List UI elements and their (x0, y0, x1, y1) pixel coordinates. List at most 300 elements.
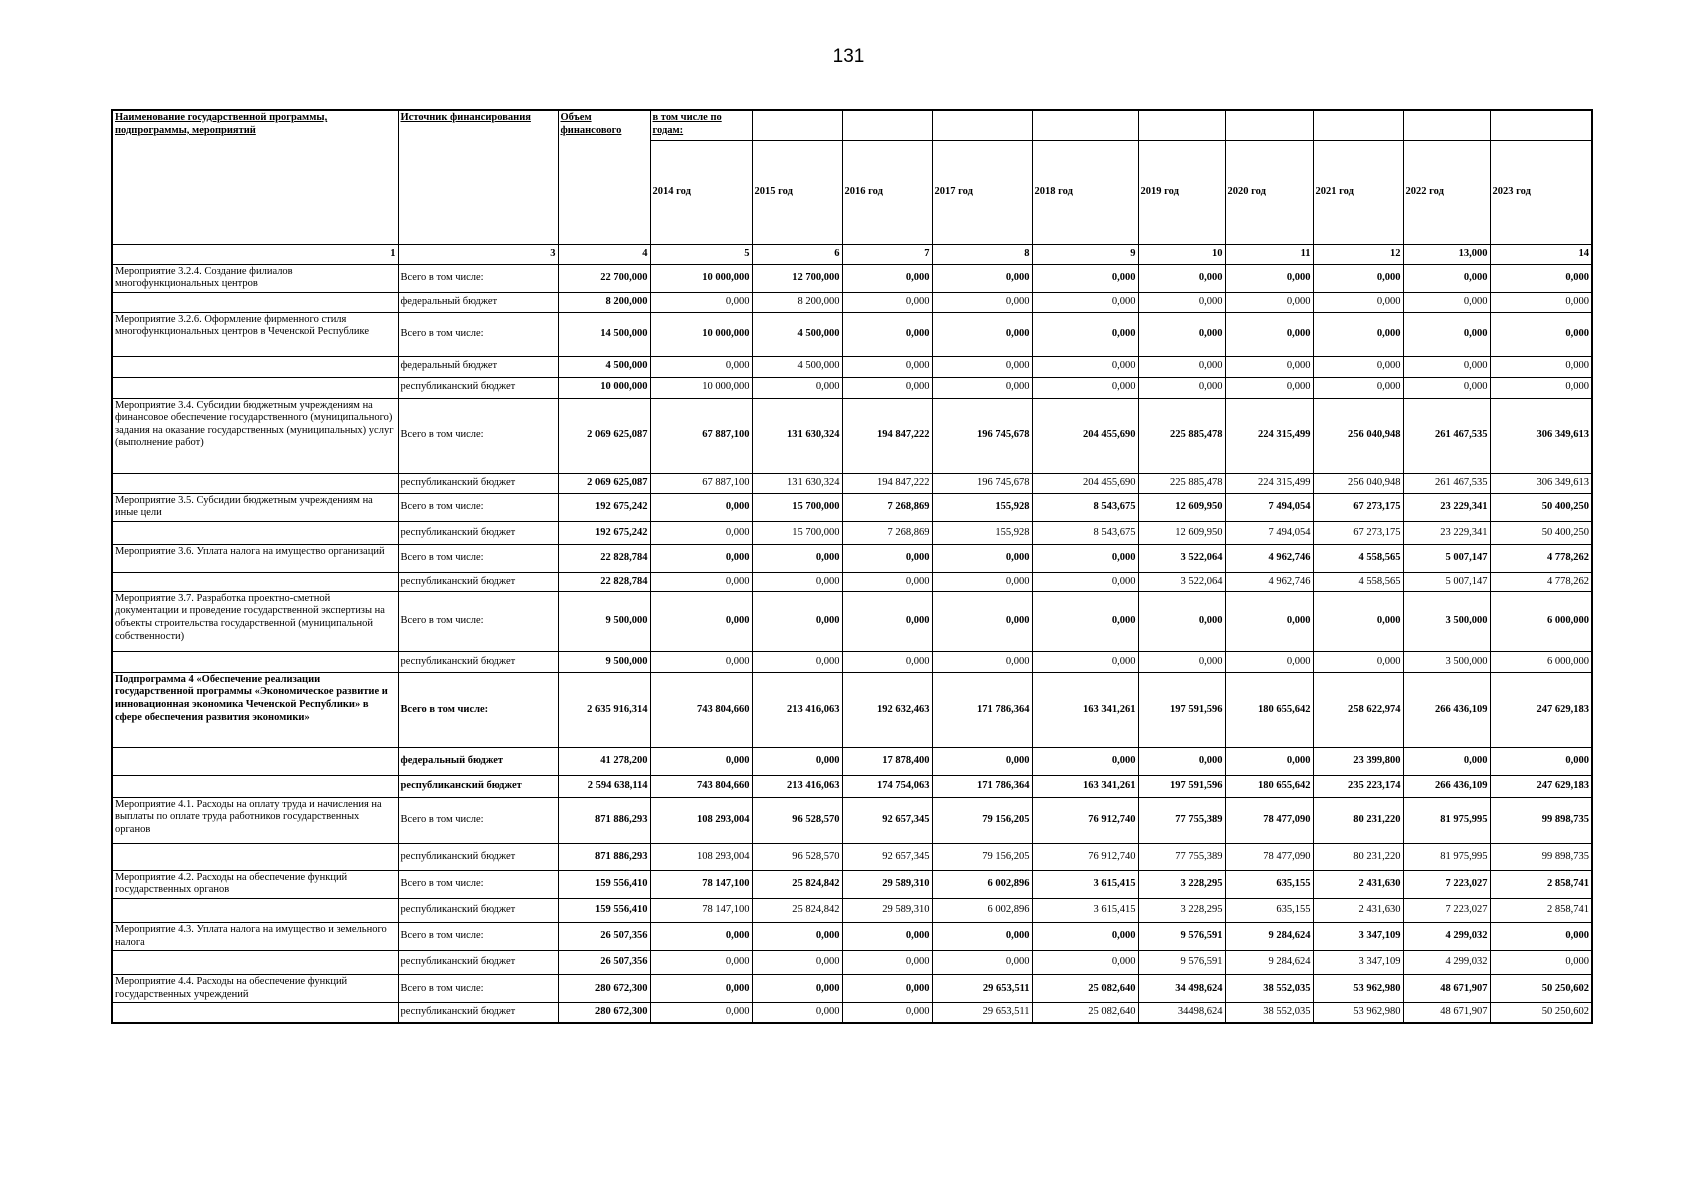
table-row (112, 544, 1592, 572)
row-name: Мероприятие 3.2.4. Создание филиалов многофункциональных центров (112, 264, 398, 292)
row-source: республиканский бюджет (398, 843, 558, 870)
column-number: 7 (842, 244, 932, 264)
table-row (112, 797, 1592, 843)
row-name (112, 651, 398, 672)
row-year-value: 99 898,735 (1490, 843, 1592, 870)
row-year-value: 0,000 (650, 591, 752, 651)
row-name: Мероприятие 3.6. Уплата налога на имущество организаций (112, 544, 398, 572)
row-source: республиканский бюджет (398, 473, 558, 493)
row-year-value: 67 273,175 (1313, 493, 1403, 521)
row-year-value: 0,000 (1225, 264, 1313, 292)
column-number: 1 (112, 244, 398, 264)
row-name (112, 951, 398, 975)
row-name (112, 356, 398, 377)
row-year-value: 7 223,027 (1403, 899, 1490, 923)
row-year-value: 3 228,295 (1138, 899, 1225, 923)
row-year-value: 0,000 (1403, 356, 1490, 377)
row-year-value: 0,000 (1032, 572, 1138, 591)
row-year-value: 0,000 (932, 923, 1032, 951)
header-by-years: в том числе по годам: (650, 110, 752, 140)
row-source: федеральный бюджет (398, 292, 558, 312)
row-year-value: 48 671,907 (1403, 975, 1490, 1003)
row-year-value: 225 885,478 (1138, 398, 1225, 473)
row-name: Мероприятие 4.4. Расходы на обеспечение функций государственных учреждений (112, 975, 398, 1003)
row-year-value: 196 745,678 (932, 398, 1032, 473)
row-year-value: 0,000 (650, 747, 752, 775)
row-year-value: 12 609,950 (1138, 493, 1225, 521)
row-source: республиканский бюджет (398, 899, 558, 923)
row-year-value: 80 231,220 (1313, 797, 1403, 843)
row-year-value: 7 268,869 (842, 521, 932, 544)
row-year-value: 155,928 (932, 521, 1032, 544)
row-year-value: 0,000 (650, 651, 752, 672)
row-year-value: 261 467,535 (1403, 473, 1490, 493)
row-total: 159 556,410 (558, 870, 650, 898)
row-year-value: 180 655,642 (1225, 775, 1313, 797)
row-source: Всего в том числе: (398, 975, 558, 1003)
row-year-value: 0,000 (842, 951, 932, 975)
row-year-value: 0,000 (752, 591, 842, 651)
row-total: 22 700,000 (558, 264, 650, 292)
row-name: Мероприятие 3.5. Субсидии бюджетным учреждениям на иные цели (112, 493, 398, 521)
row-year-value: 8 543,675 (1032, 521, 1138, 544)
row-year-value: 0,000 (1313, 377, 1403, 398)
row-year-value: 9 576,591 (1138, 951, 1225, 975)
column-number: 10 (1138, 244, 1225, 264)
row-source: Всего в том числе: (398, 870, 558, 898)
row-year-value: 15 700,000 (752, 521, 842, 544)
table-row (112, 843, 1592, 870)
row-year-value: 131 630,324 (752, 398, 842, 473)
column-number: 6 (752, 244, 842, 264)
row-year-value: 0,000 (932, 747, 1032, 775)
row-year-value: 0,000 (1225, 292, 1313, 312)
header-year: 2022 год (1403, 140, 1490, 244)
row-year-value: 0,000 (1032, 377, 1138, 398)
row-year-value: 53 962,980 (1313, 1003, 1403, 1023)
row-total: 14 500,000 (558, 312, 650, 356)
row-year-value: 0,000 (932, 356, 1032, 377)
row-name (112, 572, 398, 591)
row-year-value: 0,000 (1490, 292, 1592, 312)
row-year-value: 0,000 (1403, 264, 1490, 292)
row-year-value: 0,000 (752, 651, 842, 672)
row-source: Всего в том числе: (398, 672, 558, 747)
row-year-value: 0,000 (1138, 292, 1225, 312)
row-year-value: 0,000 (1138, 651, 1225, 672)
row-name (112, 521, 398, 544)
table-row (112, 651, 1592, 672)
row-year-value: 0,000 (842, 356, 932, 377)
row-year-value: 12 700,000 (752, 264, 842, 292)
row-year-value: 0,000 (1490, 923, 1592, 951)
row-year-value: 34 498,624 (1138, 975, 1225, 1003)
row-year-value: 4 778,262 (1490, 572, 1592, 591)
row-year-value: 77 755,389 (1138, 797, 1225, 843)
row-year-value: 10 000,000 (650, 377, 752, 398)
row-year-value: 0,000 (650, 572, 752, 591)
row-year-value: 0,000 (1138, 747, 1225, 775)
row-year-value: 0,000 (932, 264, 1032, 292)
row-year-value: 204 455,690 (1032, 398, 1138, 473)
row-year-value: 266 436,109 (1403, 672, 1490, 747)
row-total: 2 594 638,114 (558, 775, 650, 797)
row-year-value: 3 347,109 (1313, 923, 1403, 951)
row-year-value: 196 745,678 (932, 473, 1032, 493)
table-row (112, 572, 1592, 591)
row-year-value: 0,000 (650, 292, 752, 312)
row-year-value: 4 500,000 (752, 312, 842, 356)
row-year-value: 3 228,295 (1138, 870, 1225, 898)
row-year-value: 50 250,602 (1490, 1003, 1592, 1023)
row-year-value: 0,000 (1225, 312, 1313, 356)
row-year-value: 9 576,591 (1138, 923, 1225, 951)
row-year-value: 0,000 (650, 1003, 752, 1023)
row-year-value: 0,000 (1032, 651, 1138, 672)
row-year-value: 0,000 (1403, 377, 1490, 398)
row-year-value: 635,155 (1225, 899, 1313, 923)
row-source: Всего в том числе: (398, 923, 558, 951)
row-year-value: 78 147,100 (650, 870, 752, 898)
table-row (112, 312, 1592, 356)
row-year-value: 174 754,063 (842, 775, 932, 797)
column-number: 13,000 (1403, 244, 1490, 264)
row-year-value: 4 299,032 (1403, 923, 1490, 951)
row-year-value: 3 522,064 (1138, 544, 1225, 572)
row-source: республиканский бюджет (398, 775, 558, 797)
row-year-value: 163 341,261 (1032, 672, 1138, 747)
row-source: Всего в том числе: (398, 797, 558, 843)
table-row (112, 356, 1592, 377)
table-row (112, 951, 1592, 975)
row-year-value: 77 755,389 (1138, 843, 1225, 870)
column-number: 8 (932, 244, 1032, 264)
column-numbers-row (112, 244, 1592, 264)
row-name: Мероприятие 4.2. Расходы на обеспечение функций государственных органов (112, 870, 398, 898)
row-year-value: 131 630,324 (752, 473, 842, 493)
row-year-value: 0,000 (650, 544, 752, 572)
row-year-value: 7 268,869 (842, 493, 932, 521)
row-year-value: 50 250,602 (1490, 975, 1592, 1003)
row-year-value: 79 156,205 (932, 843, 1032, 870)
row-year-value: 0,000 (932, 951, 1032, 975)
header-year: 2020 год (1225, 140, 1313, 244)
row-year-value: 34498,624 (1138, 1003, 1225, 1023)
row-year-value: 50 400,250 (1490, 521, 1592, 544)
row-year-value: 0,000 (1225, 747, 1313, 775)
column-number: 5 (650, 244, 752, 264)
row-year-value: 224 315,499 (1225, 473, 1313, 493)
table-row (112, 870, 1592, 898)
row-year-value: 7 494,054 (1225, 493, 1313, 521)
row-source: федеральный бюджет (398, 356, 558, 377)
row-year-value: 0,000 (1403, 292, 1490, 312)
row-year-value: 29 653,511 (932, 975, 1032, 1003)
row-year-value: 266 436,109 (1403, 775, 1490, 797)
row-total: 10 000,000 (558, 377, 650, 398)
column-number: 14 (1490, 244, 1592, 264)
row-year-value: 9 284,624 (1225, 923, 1313, 951)
row-year-value: 306 349,613 (1490, 473, 1592, 493)
row-year-value: 29 589,310 (842, 870, 932, 898)
row-year-value: 108 293,004 (650, 797, 752, 843)
row-year-value: 0,000 (752, 544, 842, 572)
row-source: республиканский бюджет (398, 521, 558, 544)
row-year-value: 0,000 (932, 651, 1032, 672)
row-year-value: 256 040,948 (1313, 473, 1403, 493)
row-name: Мероприятие 3.7. Разработка проектно-сметной документации и проведение государственной экспертизы на объекты строительства государственной (муниципальной собственности) (112, 591, 398, 651)
row-year-value: 0,000 (1032, 312, 1138, 356)
table-row (112, 1003, 1592, 1023)
row-year-value: 108 293,004 (650, 843, 752, 870)
row-total: 9 500,000 (558, 651, 650, 672)
row-year-value: 0,000 (1313, 591, 1403, 651)
row-year-value: 192 632,463 (842, 672, 932, 747)
row-year-value: 0,000 (752, 975, 842, 1003)
row-year-value: 163 341,261 (1032, 775, 1138, 797)
financing-table (111, 109, 1593, 1024)
row-year-value: 3 500,000 (1403, 651, 1490, 672)
row-total: 41 278,200 (558, 747, 650, 775)
row-year-value: 96 528,570 (752, 843, 842, 870)
table-row (112, 521, 1592, 544)
header-year: 2014 год (650, 140, 752, 244)
row-year-value: 0,000 (752, 951, 842, 975)
row-year-value: 171 786,364 (932, 672, 1032, 747)
row-year-value: 0,000 (1225, 651, 1313, 672)
row-year-value: 81 975,995 (1403, 797, 1490, 843)
header-year: 2023 год (1490, 140, 1592, 244)
row-year-value: 0,000 (650, 975, 752, 1003)
row-year-value: 7 494,054 (1225, 521, 1313, 544)
row-year-value: 9 284,624 (1225, 951, 1313, 975)
row-year-value: 23 229,341 (1403, 493, 1490, 521)
row-name (112, 843, 398, 870)
row-total: 22 828,784 (558, 572, 650, 591)
row-year-value: 0,000 (1032, 292, 1138, 312)
row-total: 9 500,000 (558, 591, 650, 651)
row-year-value: 4 778,262 (1490, 544, 1592, 572)
row-year-value: 0,000 (842, 544, 932, 572)
row-year-value: 247 629,183 (1490, 775, 1592, 797)
row-name (112, 899, 398, 923)
row-year-value: 10 000,000 (650, 312, 752, 356)
header-year: 2018 год (1032, 140, 1138, 244)
row-year-value: 0,000 (842, 975, 932, 1003)
row-year-value: 2 858,741 (1490, 870, 1592, 898)
row-year-value: 0,000 (1138, 591, 1225, 651)
row-source: Всего в том числе: (398, 264, 558, 292)
row-year-value: 0,000 (1313, 356, 1403, 377)
row-year-value: 6 000,000 (1490, 591, 1592, 651)
row-year-value: 0,000 (1032, 923, 1138, 951)
row-year-value: 38 552,035 (1225, 975, 1313, 1003)
row-year-value: 0,000 (1313, 264, 1403, 292)
row-year-value: 0,000 (842, 923, 932, 951)
row-source: республиканский бюджет (398, 572, 558, 591)
row-year-value: 197 591,596 (1138, 775, 1225, 797)
row-year-value: 0,000 (650, 521, 752, 544)
column-number: 12 (1313, 244, 1403, 264)
row-total: 192 675,242 (558, 493, 650, 521)
row-year-value: 76 912,740 (1032, 797, 1138, 843)
row-name (112, 1003, 398, 1023)
row-year-value: 194 847,222 (842, 398, 932, 473)
header-year: 2021 год (1313, 140, 1403, 244)
row-year-value: 92 657,345 (842, 843, 932, 870)
row-year-value: 0,000 (932, 377, 1032, 398)
row-source: республиканский бюджет (398, 377, 558, 398)
table-row (112, 775, 1592, 797)
row-year-value: 0,000 (842, 292, 932, 312)
header-year: 2016 год (842, 140, 932, 244)
row-year-value: 4 558,565 (1313, 572, 1403, 591)
row-year-value: 0,000 (1225, 356, 1313, 377)
column-number: 11 (1225, 244, 1313, 264)
row-year-value: 0,000 (1225, 377, 1313, 398)
row-year-value: 0,000 (650, 923, 752, 951)
row-year-value: 743 804,660 (650, 775, 752, 797)
row-year-value: 256 040,948 (1313, 398, 1403, 473)
row-year-value: 0,000 (932, 591, 1032, 651)
row-year-value: 67 273,175 (1313, 521, 1403, 544)
row-year-value: 0,000 (650, 951, 752, 975)
page-number: 131 (832, 46, 865, 67)
row-year-value: 3 500,000 (1403, 591, 1490, 651)
row-total: 280 672,300 (558, 1003, 650, 1023)
row-year-value: 0,000 (932, 572, 1032, 591)
row-source: Всего в том числе: (398, 493, 558, 521)
header-name: Наименование государственной программы, подпрограммы, мероприятий (112, 110, 398, 244)
row-source: федеральный бюджет (398, 747, 558, 775)
row-year-value: 2 431,630 (1313, 870, 1403, 898)
row-source: республиканский бюджет (398, 951, 558, 975)
row-year-value: 38 552,035 (1225, 1003, 1313, 1023)
row-year-value: 4 500,000 (752, 356, 842, 377)
column-number: 3 (398, 244, 558, 264)
row-year-value: 0,000 (752, 1003, 842, 1023)
row-year-value: 0,000 (1403, 312, 1490, 356)
row-total: 22 828,784 (558, 544, 650, 572)
row-year-value: 0,000 (932, 544, 1032, 572)
row-year-value: 0,000 (1490, 377, 1592, 398)
row-year-value: 0,000 (1490, 951, 1592, 975)
row-year-value: 80 231,220 (1313, 843, 1403, 870)
row-year-value: 0,000 (1032, 544, 1138, 572)
row-year-value: 635,155 (1225, 870, 1313, 898)
column-number: 9 (1032, 244, 1138, 264)
header-year: 2019 год (1138, 140, 1225, 244)
row-year-value: 4 962,746 (1225, 572, 1313, 591)
row-year-value: 213 416,063 (752, 775, 842, 797)
header-year: 2017 год (932, 140, 1032, 244)
table-row (112, 264, 1592, 292)
row-year-value: 743 804,660 (650, 672, 752, 747)
row-year-value: 197 591,596 (1138, 672, 1225, 747)
row-year-value: 0,000 (1490, 312, 1592, 356)
row-year-value: 0,000 (1490, 356, 1592, 377)
row-year-value: 67 887,100 (650, 473, 752, 493)
row-year-value: 0,000 (1032, 747, 1138, 775)
row-year-value: 0,000 (932, 312, 1032, 356)
row-year-value: 258 622,974 (1313, 672, 1403, 747)
row-name (112, 292, 398, 312)
row-year-value: 235 223,174 (1313, 775, 1403, 797)
row-source: Всего в том числе: (398, 544, 558, 572)
row-year-value: 12 609,950 (1138, 521, 1225, 544)
row-year-value: 0,000 (650, 356, 752, 377)
row-year-value: 0,000 (1032, 591, 1138, 651)
row-total: 26 507,356 (558, 951, 650, 975)
row-year-value: 25 082,640 (1032, 975, 1138, 1003)
row-total: 2 069 625,087 (558, 398, 650, 473)
row-name (112, 775, 398, 797)
row-year-value: 306 349,613 (1490, 398, 1592, 473)
row-total: 159 556,410 (558, 899, 650, 923)
row-year-value: 78 477,090 (1225, 797, 1313, 843)
row-year-value: 81 975,995 (1403, 843, 1490, 870)
row-year-value: 23 399,800 (1313, 747, 1403, 775)
table-row (112, 747, 1592, 775)
row-name (112, 377, 398, 398)
row-year-value: 29 653,511 (932, 1003, 1032, 1023)
row-total: 871 886,293 (558, 797, 650, 843)
row-year-value: 171 786,364 (932, 775, 1032, 797)
row-year-value: 3 347,109 (1313, 951, 1403, 975)
row-year-value: 0,000 (1138, 356, 1225, 377)
row-year-value: 7 223,027 (1403, 870, 1490, 898)
row-year-value: 17 878,400 (842, 747, 932, 775)
table-row (112, 923, 1592, 951)
row-year-value: 4 558,565 (1313, 544, 1403, 572)
row-year-value: 53 962,980 (1313, 975, 1403, 1003)
row-year-value: 0,000 (1032, 264, 1138, 292)
table-row (112, 591, 1592, 651)
row-name (112, 747, 398, 775)
row-year-value: 6 000,000 (1490, 651, 1592, 672)
table-row (112, 493, 1592, 521)
row-year-value: 25 824,842 (752, 870, 842, 898)
row-year-value: 3 522,064 (1138, 572, 1225, 591)
row-year-value: 6 002,896 (932, 870, 1032, 898)
row-year-value: 0,000 (1403, 747, 1490, 775)
row-year-value: 0,000 (752, 377, 842, 398)
row-year-value: 5 007,147 (1403, 572, 1490, 591)
row-total: 280 672,300 (558, 975, 650, 1003)
row-source: республиканский бюджет (398, 1003, 558, 1023)
row-total: 26 507,356 (558, 923, 650, 951)
row-year-value: 247 629,183 (1490, 672, 1592, 747)
row-year-value: 204 455,690 (1032, 473, 1138, 493)
row-total: 4 500,000 (558, 356, 650, 377)
row-name: Подпрограмма 4 «Обеспечение реализации государственной программы «Экономическое развитие и инновационная экономика Чеченской Республики» в сфере обеспечения развития экономики» (112, 672, 398, 747)
row-year-value: 0,000 (842, 591, 932, 651)
row-year-value: 194 847,222 (842, 473, 932, 493)
row-year-value: 2 858,741 (1490, 899, 1592, 923)
row-year-value: 0,000 (1138, 312, 1225, 356)
row-year-value: 10 000,000 (650, 264, 752, 292)
row-total: 8 200,000 (558, 292, 650, 312)
row-source: Всего в том числе: (398, 312, 558, 356)
row-year-value: 0,000 (1490, 264, 1592, 292)
row-year-value: 0,000 (1313, 312, 1403, 356)
row-source: Всего в том числе: (398, 398, 558, 473)
row-year-value: 15 700,000 (752, 493, 842, 521)
row-year-value: 0,000 (1313, 651, 1403, 672)
row-year-value: 8 543,675 (1032, 493, 1138, 521)
row-year-value: 2 431,630 (1313, 899, 1403, 923)
row-year-value: 4 962,746 (1225, 544, 1313, 572)
